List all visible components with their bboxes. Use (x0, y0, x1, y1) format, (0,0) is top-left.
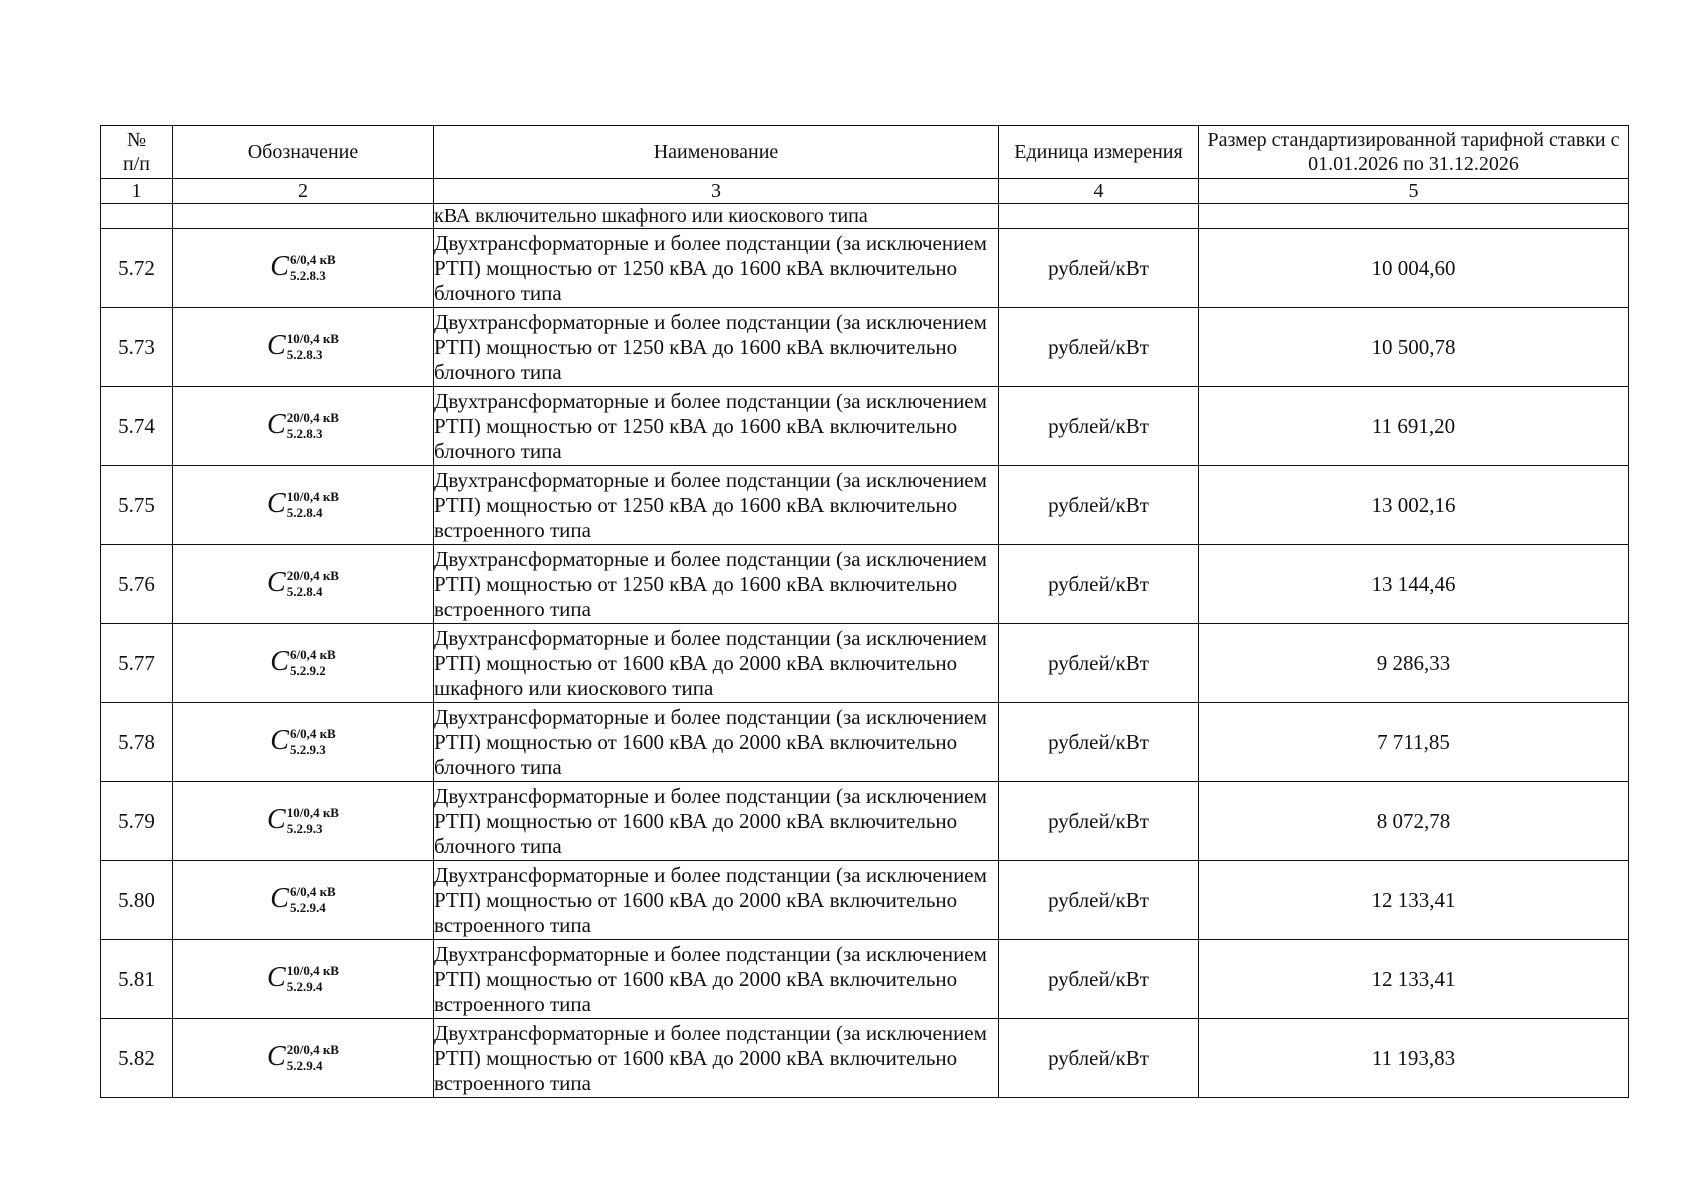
unit-of-measure: рублей/кВт (999, 387, 1199, 466)
item-name: Двухтрансформаторные и более подстанции (за исключением РТП) мощностью от 1250 кВА до 1600 кВА включительно блочного типа (434, 308, 999, 387)
designation-index: 5.2.9.4 (286, 1058, 323, 1073)
tariff-rate: 11 691,20 (1199, 387, 1629, 466)
column-number: 2 (173, 179, 434, 204)
unit-of-measure: рублей/кВт (999, 1019, 1199, 1098)
unit-of-measure: рублей/кВт (999, 624, 1199, 703)
table-row (101, 545, 1629, 624)
designation-voltage: 10/0,4 кВ (286, 963, 339, 978)
designation-symbol: C (267, 488, 286, 519)
designation (173, 1019, 434, 1098)
item-name: Двухтрансформаторные и более подстанции (за исключением РТП) мощностью от 1250 кВА до 1600 кВА включительно встроенного типа (434, 545, 999, 624)
table-row (101, 940, 1629, 1019)
designation (173, 782, 434, 861)
unit-of-measure: рублей/кВт (999, 782, 1199, 861)
designation-symbol: C (270, 646, 289, 677)
designation-formula (267, 964, 339, 994)
header-unit: Единица измерения (999, 126, 1199, 179)
unit-of-measure: рублей/кВт (999, 703, 1199, 782)
designation-symbol: C (267, 962, 286, 993)
designation-symbol: C (267, 804, 286, 835)
designation (173, 229, 434, 308)
table-row (101, 782, 1629, 861)
table-row (101, 308, 1629, 387)
designation-voltage: 20/0,4 кВ (286, 410, 339, 425)
table-row (101, 466, 1629, 545)
column-number: 5 (1199, 179, 1629, 204)
tariff-rate: 13 144,46 (1199, 545, 1629, 624)
designation-index: 5.2.9.4 (286, 979, 323, 994)
tariff-rate: 13 002,16 (1199, 466, 1629, 545)
item-name: Двухтрансформаторные и более подстанции (за исключением РТП) мощностью от 1250 кВА до 1600 кВА включительно встроенного типа (434, 466, 999, 545)
header-name: Наименование (434, 126, 999, 179)
tariff-rate: 11 193,83 (1199, 1019, 1629, 1098)
designation-index: 5.2.8.4 (286, 584, 323, 599)
item-name: Двухтрансформаторные и более подстанции (за исключением РТП) мощностью от 1250 кВА до 1600 кВА включительно блочного типа (434, 229, 999, 308)
tariff-rate: 10 004,60 (1199, 229, 1629, 308)
designation-formula (267, 411, 339, 441)
designation (173, 703, 434, 782)
row-number: 5.73 (101, 308, 173, 387)
designation-voltage: 20/0,4 кВ (286, 1042, 339, 1057)
designation-formula (267, 806, 339, 836)
designation-voltage: 10/0,4 кВ (286, 805, 339, 820)
table-row (101, 624, 1629, 703)
designation (173, 861, 434, 940)
designation-symbol: C (267, 409, 286, 440)
designation (173, 466, 434, 545)
tariff-table (100, 125, 1629, 1098)
unit-of-measure: рублей/кВт (999, 940, 1199, 1019)
empty-cell (999, 204, 1199, 229)
designation-formula (270, 885, 335, 915)
unit-of-measure: рублей/кВт (999, 466, 1199, 545)
row-number: 5.79 (101, 782, 173, 861)
tariff-rate: 10 500,78 (1199, 308, 1629, 387)
designation-index: 5.2.8.3 (289, 268, 326, 283)
designation-index: 5.2.9.3 (286, 821, 323, 836)
designation-formula (267, 569, 339, 599)
designation-symbol: C (270, 725, 289, 756)
tariff-rate: 8 072,78 (1199, 782, 1629, 861)
table-row (101, 387, 1629, 466)
row-number: 5.75 (101, 466, 173, 545)
designation-symbol: C (267, 330, 286, 361)
table-header-row (101, 126, 1629, 179)
designation-voltage: 6/0,4 кВ (289, 252, 336, 267)
designation-symbol: C (270, 251, 289, 282)
item-name: Двухтрансформаторные и более подстанции (за исключением РТП) мощностью от 1600 кВА до 2000 кВА включительно встроенного типа (434, 1019, 999, 1098)
designation-voltage: 6/0,4 кВ (289, 884, 336, 899)
designation (173, 308, 434, 387)
designation-index: 5.2.9.4 (289, 900, 326, 915)
designation-symbol: C (267, 1041, 286, 1072)
designation (173, 387, 434, 466)
unit-of-measure: рублей/кВт (999, 545, 1199, 624)
row-number: 5.82 (101, 1019, 173, 1098)
designation-voltage: 10/0,4 кВ (286, 331, 339, 346)
header-number: № п/п (101, 126, 173, 179)
item-name: Двухтрансформаторные и более подстанции (за исключением РТП) мощностью от 1600 кВА до 2000 кВА включительно встроенного типа (434, 861, 999, 940)
designation-formula (267, 332, 339, 362)
designation (173, 545, 434, 624)
empty-cell (1199, 204, 1629, 229)
item-name: Двухтрансформаторные и более подстанции (за исключением РТП) мощностью от 1600 кВА до 2000 кВА включительно блочного типа (434, 703, 999, 782)
unit-of-measure: рублей/кВт (999, 229, 1199, 308)
designation-voltage: 6/0,4 кВ (289, 726, 336, 741)
designation-voltage: 10/0,4 кВ (286, 489, 339, 504)
designation-formula (270, 648, 335, 678)
tariff-rate: 12 133,41 (1199, 940, 1629, 1019)
designation (173, 940, 434, 1019)
item-name: Двухтрансформаторные и более подстанции (за исключением РТП) мощностью от 1600 кВА до 2000 кВА включительно шкафного или киоскового типа (434, 624, 999, 703)
designation-voltage: 6/0,4 кВ (289, 647, 336, 662)
designation-index: 5.2.8.3 (286, 347, 323, 362)
item-name: Двухтрансформаторные и более подстанции (за исключением РТП) мощностью от 1600 кВА до 2000 кВА включительно встроенного типа (434, 940, 999, 1019)
item-name: Двухтрансформаторные и более подстанции (за исключением РТП) мощностью от 1600 кВА до 2000 кВА включительно блочного типа (434, 782, 999, 861)
column-number: 4 (999, 179, 1199, 204)
designation-symbol: C (267, 567, 286, 598)
designation-index: 5.2.9.3 (289, 742, 326, 757)
header-rate: Размер стандартизированной тарифной ставки с 01.01.2026 по 31.12.2026 (1199, 126, 1629, 179)
designation-index: 5.2.8.3 (286, 426, 323, 441)
designation-formula (270, 253, 335, 283)
designation (173, 624, 434, 703)
empty-cell (173, 204, 434, 229)
row-number: 5.77 (101, 624, 173, 703)
continuation-row (101, 204, 1629, 229)
unit-of-measure: рублей/кВт (999, 861, 1199, 940)
column-number: 1 (101, 179, 173, 204)
unit-of-measure: рублей/кВт (999, 308, 1199, 387)
table-row (101, 703, 1629, 782)
continuation-text: кВА включительно шкафного или киоскового типа (434, 204, 999, 229)
row-number: 5.81 (101, 940, 173, 1019)
designation-voltage: 20/0,4 кВ (286, 568, 339, 583)
designation-index: 5.2.9.2 (289, 663, 326, 678)
designation-symbol: C (270, 883, 289, 914)
table-row (101, 1019, 1629, 1098)
tariff-rate: 12 133,41 (1199, 861, 1629, 940)
designation-formula (270, 727, 335, 757)
column-number: 3 (434, 179, 999, 204)
table-row (101, 861, 1629, 940)
designation-formula (267, 490, 339, 520)
row-number: 5.76 (101, 545, 173, 624)
item-name: Двухтрансформаторные и более подстанции (за исключением РТП) мощностью от 1250 кВА до 1600 кВА включительно блочного типа (434, 387, 999, 466)
empty-cell (101, 204, 173, 229)
tariff-rate: 7 711,85 (1199, 703, 1629, 782)
table-row (101, 229, 1629, 308)
row-number: 5.80 (101, 861, 173, 940)
designation-formula (267, 1043, 339, 1073)
header-designation: Обозначение (173, 126, 434, 179)
designation-index: 5.2.8.4 (286, 505, 323, 520)
row-number: 5.72 (101, 229, 173, 308)
column-numbers-row (101, 179, 1629, 204)
tariff-rate: 9 286,33 (1199, 624, 1629, 703)
row-number: 5.74 (101, 387, 173, 466)
row-number: 5.78 (101, 703, 173, 782)
